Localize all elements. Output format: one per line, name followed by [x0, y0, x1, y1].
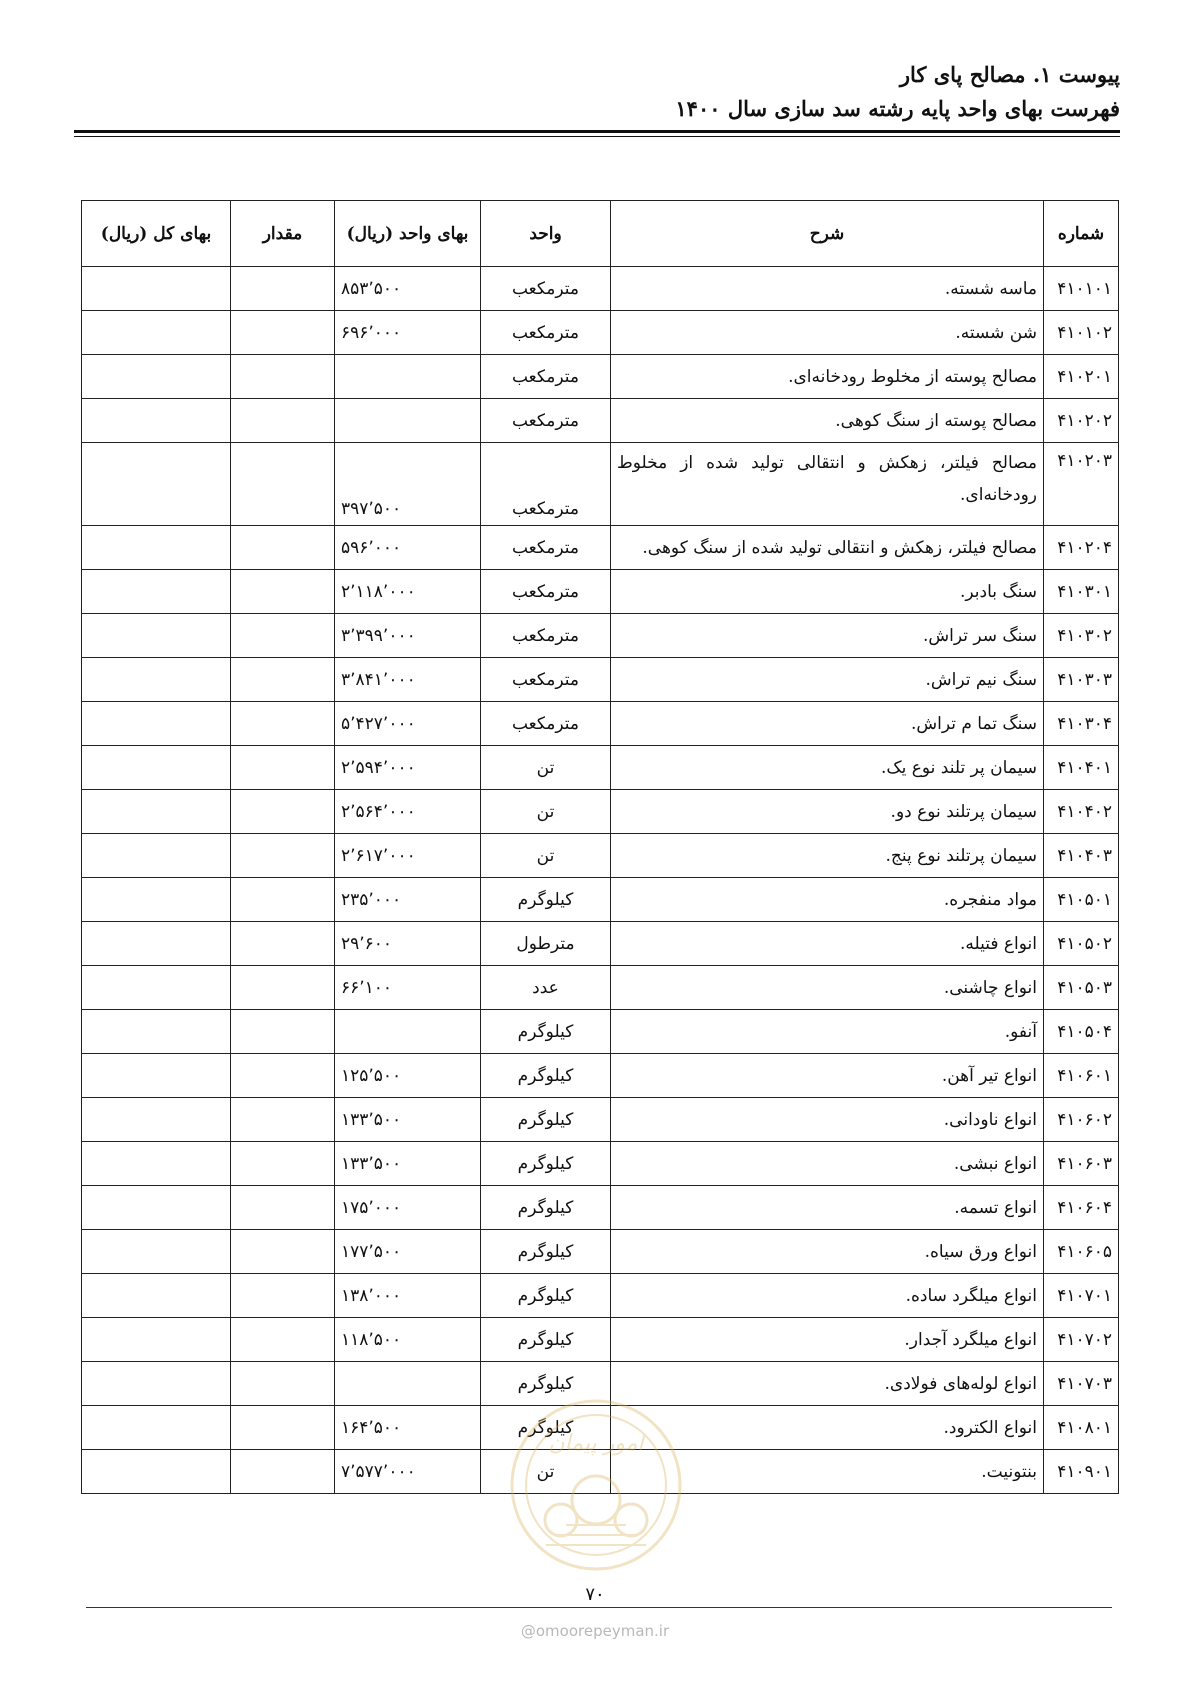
row-number: ۴۱۰۵۰۲	[1044, 922, 1119, 966]
row-quantity	[231, 1274, 335, 1318]
row-unit-price	[335, 355, 481, 399]
footer-rule	[86, 1607, 1112, 1608]
row-number: ۴۱۰۱۰۱	[1044, 267, 1119, 311]
document-title: فهرست بهای واحد پایه رشته سد سازی سال ۱۴۰۰	[675, 96, 1120, 121]
row-total	[82, 355, 231, 399]
row-description: انواع ورق سیاه.	[611, 1230, 1044, 1274]
table-row	[82, 702, 1119, 746]
row-number: ۴۱۰۲۰۴	[1044, 526, 1119, 570]
row-description: سنگ سر تراش.	[611, 614, 1044, 658]
row-description: انواع میلگرد آجدار.	[611, 1318, 1044, 1362]
row-unit-price: ۲٬۵۶۴٬۰۰۰	[335, 790, 481, 834]
row-unit-price: ۱۶۴٬۵۰۰	[335, 1406, 481, 1450]
row-unit: مترمکعب	[481, 702, 611, 746]
row-description: سیمان پرتلند نوع پنج.	[611, 834, 1044, 878]
row-unit-price: ۱۳۳٬۵۰۰	[335, 1142, 481, 1186]
row-total	[82, 399, 231, 443]
row-description: انواع تسمه.	[611, 1186, 1044, 1230]
row-unit-price: ۲۳۵٬۰۰۰	[335, 878, 481, 922]
row-unit: کیلوگرم	[481, 1230, 611, 1274]
table-row	[82, 658, 1119, 702]
row-number: ۴۱۰۷۰۲	[1044, 1318, 1119, 1362]
row-number: ۴۱۰۳۰۳	[1044, 658, 1119, 702]
row-total	[82, 790, 231, 834]
row-quantity	[231, 658, 335, 702]
table-row	[82, 834, 1119, 878]
row-total	[82, 526, 231, 570]
row-total	[82, 1186, 231, 1230]
row-quantity	[231, 526, 335, 570]
row-quantity	[231, 1450, 335, 1494]
row-unit-price: ۱۷۷٬۵۰۰	[335, 1230, 481, 1274]
row-number: ۴۱۰۲۰۳	[1044, 443, 1119, 526]
row-unit-price: ۱۷۵٬۰۰۰	[335, 1186, 481, 1230]
row-number: ۴۱۰۴۰۲	[1044, 790, 1119, 834]
table-row	[82, 526, 1119, 570]
row-quantity	[231, 1142, 335, 1186]
row-quantity	[231, 1054, 335, 1098]
row-description: انواع چاشنی.	[611, 966, 1044, 1010]
row-description: انواع فتیله.	[611, 922, 1044, 966]
row-quantity	[231, 355, 335, 399]
table-row	[82, 1318, 1119, 1362]
row-unit-price: ۲٬۵۹۴٬۰۰۰	[335, 746, 481, 790]
row-description: انواع ناودانی.	[611, 1098, 1044, 1142]
row-description: سنگ بادبر.	[611, 570, 1044, 614]
row-unit: کیلوگرم	[481, 1406, 611, 1450]
row-number: ۴۱۰۸۰۱	[1044, 1406, 1119, 1450]
row-quantity	[231, 399, 335, 443]
row-unit-price: ۱۲۵٬۵۰۰	[335, 1054, 481, 1098]
row-total	[82, 1142, 231, 1186]
row-unit-price: ۳٬۳۹۹٬۰۰۰	[335, 614, 481, 658]
row-total	[82, 834, 231, 878]
row-description: انواع الکترود.	[611, 1406, 1044, 1450]
row-quantity	[231, 311, 335, 355]
row-unit: مترطول	[481, 922, 611, 966]
row-description: انواع نبشی.	[611, 1142, 1044, 1186]
row-total	[82, 1362, 231, 1406]
table-row	[82, 1098, 1119, 1142]
row-unit: مترمکعب	[481, 355, 611, 399]
row-quantity	[231, 966, 335, 1010]
row-unit: مترمکعب	[481, 311, 611, 355]
col-header-unit-price: بهای واحد (ریال)	[335, 201, 481, 267]
row-number: ۴۱۰۹۰۱	[1044, 1450, 1119, 1494]
row-description: انواع لوله‌های فولادی.	[611, 1362, 1044, 1406]
row-unit-price: ۲۹٬۶۰۰	[335, 922, 481, 966]
row-quantity	[231, 1010, 335, 1054]
table-row	[82, 790, 1119, 834]
table-row	[82, 1142, 1119, 1186]
row-total	[82, 1230, 231, 1274]
row-description: مصالح فیلتر، زهکش و انتقالی تولید شده از مخلوط رودخانه‌ای.	[611, 443, 1044, 526]
table-row	[82, 1010, 1119, 1054]
row-unit-price: ۶۹۶٬۰۰۰	[335, 311, 481, 355]
row-quantity	[231, 1230, 335, 1274]
row-number: ۴۱۰۴۰۱	[1044, 746, 1119, 790]
table-row	[82, 570, 1119, 614]
table-row	[82, 614, 1119, 658]
row-description: مصالح پوسته از سنگ کوهی.	[611, 399, 1044, 443]
row-description: انواع میلگرد ساده.	[611, 1274, 1044, 1318]
row-unit-price	[335, 399, 481, 443]
row-description: شن شسته.	[611, 311, 1044, 355]
table-row	[82, 746, 1119, 790]
row-description: سیمان پر تلند نوع یک.	[611, 746, 1044, 790]
page-header	[74, 58, 1120, 126]
row-unit-price: ۵۹۶٬۰۰۰	[335, 526, 481, 570]
row-total	[82, 1406, 231, 1450]
row-unit-price: ۲٬۱۱۸٬۰۰۰	[335, 570, 481, 614]
row-quantity	[231, 614, 335, 658]
row-unit-price: ۸۵۳٬۵۰۰	[335, 267, 481, 311]
row-quantity	[231, 922, 335, 966]
row-total	[82, 1010, 231, 1054]
table-row	[82, 1054, 1119, 1098]
header-rule-thin	[74, 136, 1120, 137]
row-total	[82, 1318, 231, 1362]
table-row	[82, 1230, 1119, 1274]
row-number: ۴۱۰۲۰۲	[1044, 399, 1119, 443]
row-quantity	[231, 1186, 335, 1230]
row-number: ۴۱۰۱۰۲	[1044, 311, 1119, 355]
table-row	[82, 922, 1119, 966]
row-unit-price: ۱۱۸٬۵۰۰	[335, 1318, 481, 1362]
row-unit-price: ۲٬۶۱۷٬۰۰۰	[335, 834, 481, 878]
row-unit: کیلوگرم	[481, 1362, 611, 1406]
col-header-total: بهای کل (ریال)	[82, 201, 231, 267]
row-unit: مترمکعب	[481, 658, 611, 702]
row-quantity	[231, 878, 335, 922]
row-quantity	[231, 570, 335, 614]
row-unit: کیلوگرم	[481, 1098, 611, 1142]
row-description: سنگ نیم تراش.	[611, 658, 1044, 702]
row-description: آنفو.	[611, 1010, 1044, 1054]
appendix-title: پیوست ۱. مصالح پای کار	[899, 62, 1120, 87]
row-unit-price: ۵٬۴۲۷٬۰۰۰	[335, 702, 481, 746]
row-unit: کیلوگرم	[481, 1274, 611, 1318]
col-header-number: شماره	[1044, 201, 1119, 267]
row-unit: کیلوگرم	[481, 878, 611, 922]
row-description: سیمان پرتلند نوع دو.	[611, 790, 1044, 834]
table-row	[82, 1450, 1119, 1494]
row-total	[82, 1274, 231, 1318]
table-row	[82, 1186, 1119, 1230]
row-total	[82, 311, 231, 355]
row-unit: کیلوگرم	[481, 1142, 611, 1186]
row-total	[82, 570, 231, 614]
row-total	[82, 966, 231, 1010]
row-unit: عدد	[481, 966, 611, 1010]
table-row	[82, 355, 1119, 399]
row-unit-price	[335, 1362, 481, 1406]
table-row	[82, 399, 1119, 443]
table-body	[82, 267, 1119, 1494]
row-unit: کیلوگرم	[481, 1186, 611, 1230]
row-unit: کیلوگرم	[481, 1318, 611, 1362]
row-unit: کیلوگرم	[481, 1010, 611, 1054]
row-total	[82, 614, 231, 658]
table-row	[82, 1406, 1119, 1450]
row-total	[82, 746, 231, 790]
row-description: ماسه شسته.	[611, 267, 1044, 311]
row-unit-price: ۱۳۳٬۵۰۰	[335, 1098, 481, 1142]
row-total	[82, 658, 231, 702]
table-row	[82, 966, 1119, 1010]
row-total	[82, 1098, 231, 1142]
row-unit: مترمکعب	[481, 443, 611, 526]
row-description: بنتونیت.	[611, 1450, 1044, 1494]
row-number: ۴۱۰۶۰۱	[1044, 1054, 1119, 1098]
row-unit-price: ۶۶٬۱۰۰	[335, 966, 481, 1010]
row-number: ۴۱۰۵۰۱	[1044, 878, 1119, 922]
row-quantity	[231, 1098, 335, 1142]
page-number: ۷۰	[585, 1584, 605, 1605]
row-quantity	[231, 1318, 335, 1362]
row-description: مواد منفجره.	[611, 878, 1044, 922]
row-number: ۴۱۰۶۰۲	[1044, 1098, 1119, 1142]
row-quantity	[231, 1362, 335, 1406]
table-header-row	[82, 201, 1119, 267]
row-total	[82, 878, 231, 922]
table-row	[82, 1362, 1119, 1406]
row-quantity	[231, 790, 335, 834]
table-row	[82, 1274, 1119, 1318]
row-unit-price: ۷٬۵۷۷٬۰۰۰	[335, 1450, 481, 1494]
table-row	[82, 311, 1119, 355]
row-unit: تن	[481, 790, 611, 834]
row-total	[82, 702, 231, 746]
svg-text:امور پیمان: امور پیمان	[548, 1431, 644, 1456]
row-description: انواع تیر آهن.	[611, 1054, 1044, 1098]
row-description: سنگ تما م تراش.	[611, 702, 1044, 746]
row-unit: تن	[481, 746, 611, 790]
row-number: ۴۱۰۵۰۳	[1044, 966, 1119, 1010]
row-number: ۴۱۰۵۰۴	[1044, 1010, 1119, 1054]
row-quantity	[231, 1406, 335, 1450]
row-quantity	[231, 443, 335, 526]
row-unit: مترمکعب	[481, 526, 611, 570]
row-total	[82, 1450, 231, 1494]
col-header-quantity: مقدار	[231, 201, 335, 267]
row-description: مصالح فیلتر، زهکش و انتقالی تولید شده از سنگ کوهی.	[611, 526, 1044, 570]
row-unit: مترمکعب	[481, 570, 611, 614]
row-total	[82, 267, 231, 311]
row-number: ۴۱۰۶۰۳	[1044, 1142, 1119, 1186]
table-row	[82, 878, 1119, 922]
row-total	[82, 1054, 231, 1098]
row-unit: مترمکعب	[481, 614, 611, 658]
row-number: ۴۱۰۶۰۴	[1044, 1186, 1119, 1230]
row-number: ۴۱۰۷۰۳	[1044, 1362, 1119, 1406]
row-number: ۴۱۰۳۰۱	[1044, 570, 1119, 614]
row-number: ۴۱۰۳۰۲	[1044, 614, 1119, 658]
row-quantity	[231, 746, 335, 790]
row-quantity	[231, 702, 335, 746]
row-number: ۴۱۰۶۰۵	[1044, 1230, 1119, 1274]
col-header-unit: واحد	[481, 201, 611, 267]
table-row	[82, 443, 1119, 526]
row-unit: مترمکعب	[481, 267, 611, 311]
price-table	[81, 200, 1119, 1494]
row-number: ۴۱۰۳۰۴	[1044, 702, 1119, 746]
col-header-description: شرح	[611, 201, 1044, 267]
row-unit: کیلوگرم	[481, 1054, 611, 1098]
row-number: ۴۱۰۲۰۱	[1044, 355, 1119, 399]
row-unit-price: ۳۹۷٬۵۰۰	[335, 443, 481, 526]
row-quantity	[231, 834, 335, 878]
row-number: ۴۱۰۴۰۳	[1044, 834, 1119, 878]
website-watermark: @omoorepeyman.ir	[520, 1622, 670, 1640]
row-unit-price	[335, 1010, 481, 1054]
row-unit-price: ۱۳۸٬۰۰۰	[335, 1274, 481, 1318]
row-unit-price: ۳٬۸۴۱٬۰۰۰	[335, 658, 481, 702]
row-total	[82, 443, 231, 526]
row-description: مصالح پوسته از مخلوط رودخانه‌ای.	[611, 355, 1044, 399]
row-unit: تن	[481, 834, 611, 878]
row-unit: تن	[481, 1450, 611, 1494]
table-row	[82, 267, 1119, 311]
row-total	[82, 922, 231, 966]
row-unit: مترمکعب	[481, 399, 611, 443]
header-rule-thick	[74, 130, 1120, 133]
row-quantity	[231, 267, 335, 311]
row-number: ۴۱۰۷۰۱	[1044, 1274, 1119, 1318]
